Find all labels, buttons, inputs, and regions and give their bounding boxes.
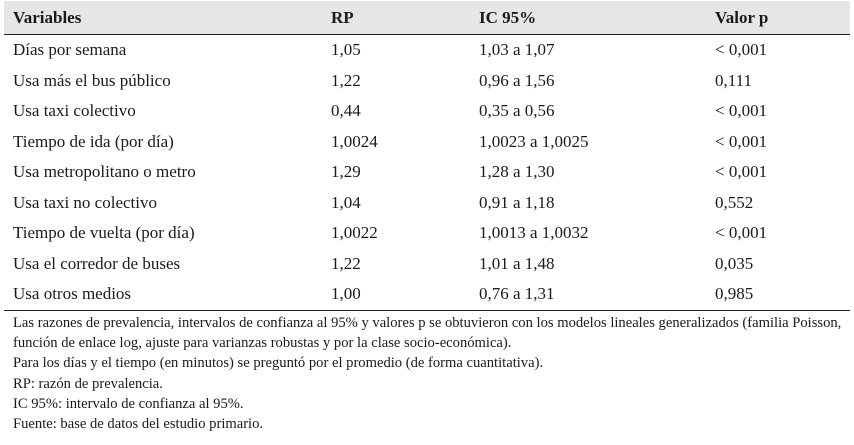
header-ic95: IC 95% — [470, 1, 706, 35]
table-row — [4, 249, 850, 280]
cell-ic95: 0,35 a 0,56 — [479, 101, 555, 121]
cell-variable: Tiempo de vuelta (por día) — [13, 223, 195, 243]
table-row — [4, 35, 850, 66]
cell-rp: 1,05 — [331, 40, 361, 60]
cell-ic95: 1,01 a 1,48 — [479, 253, 555, 273]
cell-valor-p: 0,111 — [715, 70, 752, 90]
footnote-days-time: Para los días y el tiempo (en minutos) se preguntó por el promedio (de forma cuantitativa). — [13, 355, 544, 372]
footnote-methods: Las razones de prevalencia, intervalos de confianza al 95% y valores p se obtuvieron con los modelos lineales generalizados (familia Poisson, función de enlace log, ajuste para varianzas robustas y por la clase socio-económica). — [13, 315, 842, 352]
cell-rp: 1,22 — [331, 253, 361, 273]
table-row — [4, 279, 850, 310]
table-row — [4, 188, 850, 219]
cell-rp: 1,0022 — [331, 223, 378, 243]
cell-rp: 1,04 — [331, 192, 361, 212]
cell-rp: 1,0024 — [331, 131, 378, 151]
footnote-source: Fuente: base de datos del estudio primario. — [13, 416, 264, 433]
table-row — [4, 66, 850, 97]
cell-variable: Usa taxi colectivo — [13, 101, 136, 121]
cell-variable: Usa taxi no colectivo — [13, 192, 157, 212]
footnote-ic95: IC 95%: intervalo de confianza al 95%. — [13, 395, 244, 412]
cell-ic95: 1,0023 a 1,0025 — [479, 131, 589, 151]
cell-valor-p: < 0,001 — [715, 131, 768, 151]
cell-valor-p: < 0,001 — [715, 162, 768, 182]
table-row — [4, 127, 850, 158]
cell-variable: Usa más el bus público — [13, 70, 171, 90]
cell-valor-p: < 0,001 — [715, 223, 768, 243]
table-footnotes — [13, 313, 848, 434]
results-table — [4, 1, 850, 311]
cell-valor-p: 0,035 — [715, 253, 754, 273]
cell-variable: Días por semana — [13, 40, 127, 60]
table-header-row — [4, 1, 850, 35]
header-variables: Variables — [4, 1, 322, 35]
cell-valor-p: 0,552 — [715, 192, 754, 212]
header-rp: RP — [322, 1, 470, 35]
table-row — [4, 157, 850, 188]
results-table-container — [4, 1, 850, 311]
cell-rp: 1,29 — [331, 162, 361, 182]
cell-ic95: 0,96 a 1,56 — [479, 70, 555, 90]
cell-rp: 1,22 — [331, 70, 361, 90]
cell-ic95: 0,91 a 1,18 — [479, 192, 555, 212]
cell-valor-p: 0,985 — [706, 279, 850, 310]
footnote-rp: RP: razón de prevalencia. — [13, 375, 163, 392]
cell-variable: Tiempo de ida (por día) — [13, 131, 174, 151]
header-valor-p: Valor p — [706, 1, 850, 35]
cell-rp: 0,44 — [331, 101, 361, 121]
cell-variable: Usa metropolitano o metro — [13, 162, 196, 182]
cell-ic95: 1,28 a 1,30 — [479, 162, 555, 182]
cell-ic95: 0,76 a 1,31 — [470, 279, 706, 310]
cell-rp: 1,00 — [322, 279, 470, 310]
cell-valor-p: < 0,001 — [715, 40, 768, 60]
cell-variable: Usa otros medios — [4, 279, 322, 310]
cell-ic95: 1,0013 a 1,0032 — [479, 223, 589, 243]
cell-variable: Usa el corredor de buses — [13, 253, 181, 273]
table-row — [4, 96, 850, 127]
cell-valor-p: < 0,001 — [715, 101, 768, 121]
table-row — [4, 218, 850, 249]
cell-ic95: 1,03 a 1,07 — [479, 40, 555, 60]
